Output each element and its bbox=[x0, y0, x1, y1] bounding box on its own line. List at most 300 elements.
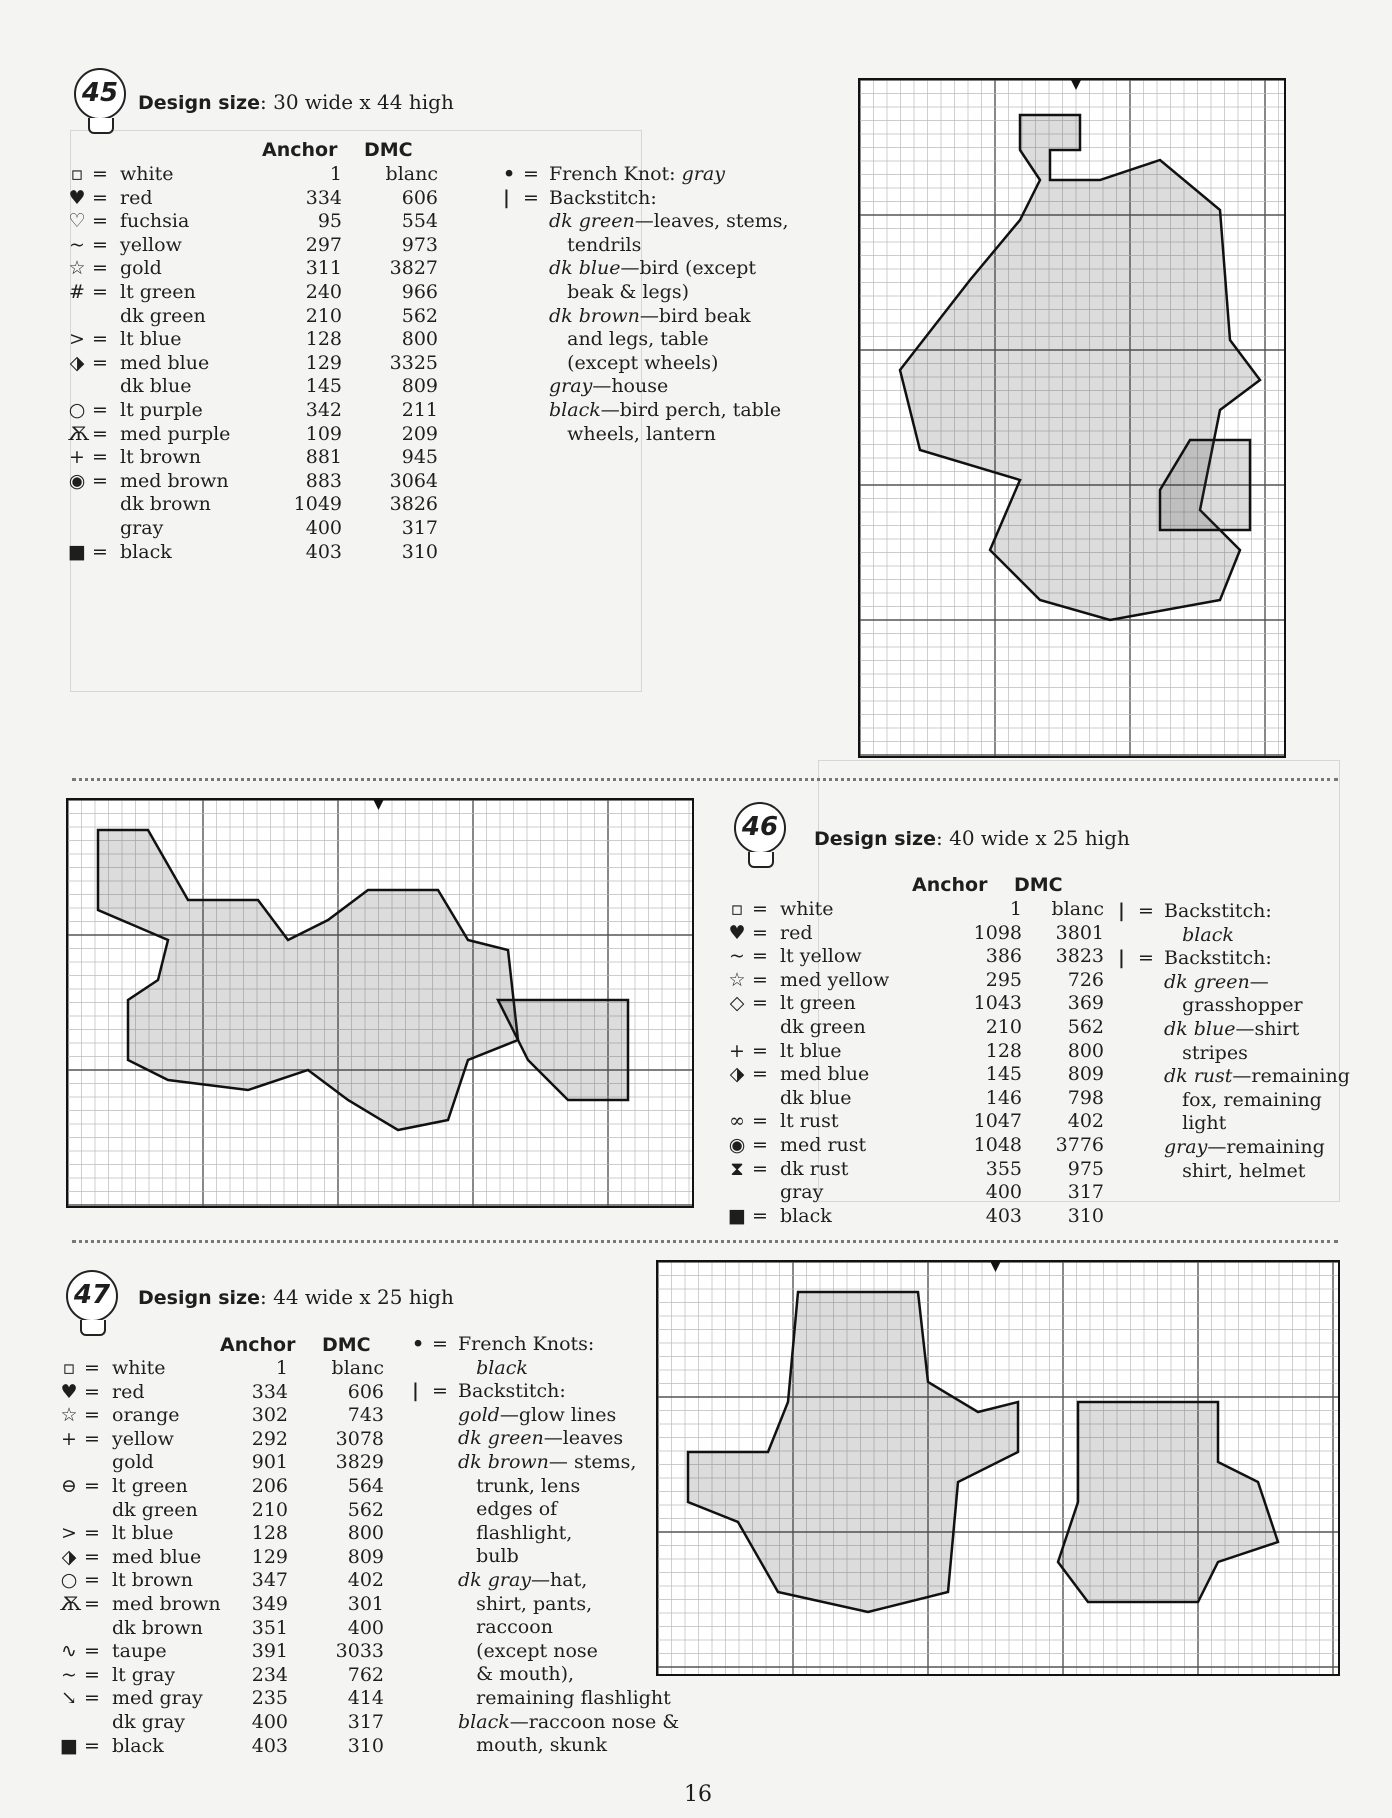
color-name: med blue bbox=[120, 351, 210, 374]
anchor-number: 206 bbox=[251, 1475, 288, 1497]
symbol-icon: + bbox=[61, 1427, 77, 1450]
note-text-italic: dk rust bbox=[1164, 1065, 1233, 1088]
equals-sign: = bbox=[752, 968, 768, 991]
equals-sign: = bbox=[752, 898, 768, 920]
anchor-number: 210 bbox=[985, 1016, 1022, 1038]
equals-sign: = bbox=[84, 1734, 100, 1757]
note-line bbox=[503, 257, 803, 281]
note-text bbox=[1164, 1065, 1350, 1089]
dmc-number: 402 bbox=[347, 1569, 384, 1592]
anchor-number: 145 bbox=[305, 375, 342, 398]
anchor-number: 240 bbox=[305, 281, 342, 303]
symbol-icon: ♥ bbox=[60, 1380, 78, 1403]
equals-sign: = bbox=[84, 1640, 100, 1663]
note-text-plain: —raccoon nose & bbox=[509, 1710, 680, 1733]
equals-sign: = bbox=[92, 257, 108, 280]
symbol-icon: ▫ bbox=[730, 898, 744, 920]
note-text-italic: black bbox=[476, 1356, 528, 1379]
dmc-number: 3826 bbox=[389, 493, 438, 516]
color-name: lt blue bbox=[780, 1039, 842, 1062]
dmc-number: 209 bbox=[401, 422, 438, 445]
color-name: taupe bbox=[112, 1640, 167, 1663]
equals-sign: = bbox=[752, 1110, 768, 1133]
color-row bbox=[68, 540, 448, 564]
page-number: 16 bbox=[684, 1782, 712, 1807]
note-text-italic: dk brown bbox=[549, 304, 640, 327]
anchor-number: 400 bbox=[985, 1181, 1022, 1204]
color-name: yellow bbox=[112, 1427, 174, 1450]
color-row bbox=[60, 1710, 394, 1734]
color-name: dk green bbox=[112, 1498, 198, 1521]
note-text-plain: —hat, bbox=[531, 1568, 588, 1591]
color-name: gold bbox=[120, 257, 162, 280]
note-symbol: | bbox=[1118, 947, 1125, 970]
note-line bbox=[503, 305, 803, 329]
color-row bbox=[728, 1062, 1114, 1086]
color-name: dk blue bbox=[120, 375, 192, 398]
note-text bbox=[549, 423, 716, 447]
color-row bbox=[68, 516, 448, 540]
symbol-icon: ∿ bbox=[61, 1640, 77, 1663]
color-row bbox=[60, 1450, 394, 1474]
note-line bbox=[412, 1711, 712, 1735]
anchor-number: 403 bbox=[305, 540, 342, 563]
symbol-icon: # bbox=[69, 281, 85, 303]
note-text-plain: Backstitch: bbox=[549, 186, 657, 209]
color-name: med yellow bbox=[780, 968, 890, 991]
note-text bbox=[1164, 1112, 1226, 1136]
note-text bbox=[549, 352, 718, 376]
color-row bbox=[728, 897, 1114, 921]
dmc-number: 809 bbox=[347, 1545, 384, 1568]
note-text bbox=[458, 1711, 679, 1735]
anchor-number: 129 bbox=[305, 351, 342, 374]
symbol-icon: > bbox=[69, 328, 85, 351]
color-row bbox=[728, 944, 1114, 968]
note-text bbox=[458, 1593, 592, 1617]
dmc-number: 562 bbox=[401, 304, 438, 327]
design-size: Design size: 30 wide x 44 high bbox=[138, 90, 454, 114]
dmc-number: 809 bbox=[401, 375, 438, 398]
anchor-number: 1048 bbox=[973, 1134, 1022, 1156]
dmc-number: 726 bbox=[1067, 968, 1104, 991]
anchor-number: 235 bbox=[251, 1687, 288, 1710]
color-name: yellow bbox=[120, 233, 182, 256]
dmc-number: 743 bbox=[347, 1404, 384, 1427]
color-row bbox=[68, 422, 448, 446]
lightbulb-base bbox=[88, 118, 114, 134]
equals-sign: = bbox=[92, 446, 108, 469]
anchor-number: 210 bbox=[305, 304, 342, 327]
note-text bbox=[549, 187, 657, 211]
note-text-plain: tendrils bbox=[549, 233, 642, 256]
symbol-icon: ♡ bbox=[68, 210, 86, 233]
dmc-number: 3829 bbox=[335, 1451, 384, 1474]
color-name: lt green bbox=[780, 992, 856, 1015]
equals-sign: = bbox=[752, 992, 768, 1015]
anchor-number: 292 bbox=[251, 1427, 288, 1450]
note-text-italic: dk green bbox=[1164, 970, 1250, 993]
note-text bbox=[458, 1734, 607, 1758]
color-name: gray bbox=[120, 517, 164, 539]
equals-sign: = bbox=[84, 1593, 100, 1615]
note-text bbox=[458, 1380, 566, 1404]
anchor-number: 145 bbox=[985, 1063, 1022, 1086]
note-symbol: • bbox=[412, 1333, 425, 1355]
note-text-plain: flashlight, bbox=[458, 1521, 573, 1544]
note-text-plain: —shirt bbox=[1235, 1017, 1300, 1040]
color-name: lt green bbox=[112, 1475, 188, 1497]
color-row bbox=[728, 1204, 1114, 1228]
dmc-number: 975 bbox=[1067, 1157, 1104, 1180]
note-line bbox=[503, 281, 803, 305]
note-line bbox=[1118, 1112, 1388, 1136]
color-row bbox=[60, 1686, 394, 1710]
note-text bbox=[1164, 1018, 1299, 1042]
anchor-number: 400 bbox=[251, 1711, 288, 1733]
color-name: lt brown bbox=[120, 446, 201, 469]
color-name: lt rust bbox=[780, 1110, 839, 1133]
note-text-italic: dk gray bbox=[458, 1568, 532, 1591]
dmc-number: 3801 bbox=[1055, 921, 1104, 944]
equals-sign: = bbox=[84, 1545, 100, 1568]
note-line bbox=[503, 163, 803, 187]
anchor-number: 128 bbox=[985, 1039, 1022, 1062]
note-text bbox=[458, 1522, 572, 1546]
note-text-italic: black bbox=[458, 1710, 510, 1733]
color-row bbox=[60, 1639, 394, 1663]
color-name: med purple bbox=[120, 422, 231, 445]
symbol-icon: ⬗ bbox=[69, 351, 85, 374]
symbol-icon: Ѫ bbox=[68, 422, 90, 445]
note-equals: = bbox=[432, 1333, 448, 1355]
color-row bbox=[68, 351, 448, 375]
note-text-plain: fox, remaining bbox=[1164, 1088, 1322, 1111]
section-divider bbox=[72, 778, 1338, 781]
pattern-number: 46 bbox=[741, 812, 779, 842]
equals-sign: = bbox=[752, 1157, 768, 1180]
color-name: dk gray bbox=[112, 1711, 186, 1733]
anchor-number: 355 bbox=[985, 1157, 1022, 1180]
note-text bbox=[1164, 971, 1269, 995]
dmc-header: DMC bbox=[364, 139, 413, 161]
equals-sign: = bbox=[92, 328, 108, 351]
note-line bbox=[503, 399, 803, 423]
color-row bbox=[728, 1133, 1114, 1157]
note-text-plain: —bird beak bbox=[639, 304, 751, 327]
symbol-icon: ♥ bbox=[68, 186, 86, 209]
dmc-number: 798 bbox=[1067, 1086, 1104, 1109]
color-name: red bbox=[112, 1380, 145, 1403]
equals-sign: = bbox=[92, 351, 108, 374]
note-text bbox=[549, 305, 751, 329]
center-marker-icon bbox=[1071, 80, 1081, 90]
anchor-header: Anchor bbox=[220, 1334, 296, 1356]
dmc-number: 800 bbox=[1067, 1039, 1104, 1062]
anchor-number: 128 bbox=[251, 1522, 288, 1545]
dmc-number: 973 bbox=[401, 233, 438, 256]
color-name: white bbox=[780, 898, 834, 920]
stitch-outline bbox=[98, 830, 518, 1130]
equals-sign: = bbox=[84, 1663, 100, 1686]
color-row bbox=[60, 1568, 394, 1592]
symbol-icon: ◇ bbox=[729, 992, 745, 1015]
color-name: black bbox=[120, 540, 172, 563]
anchor-number: 334 bbox=[251, 1380, 288, 1403]
dmc-number: 301 bbox=[347, 1593, 384, 1615]
note-line bbox=[503, 187, 803, 211]
note-text bbox=[458, 1333, 594, 1357]
symbol-icon: ○ bbox=[60, 1569, 78, 1592]
note-text-plain: raccoon bbox=[458, 1616, 553, 1639]
color-name: lt green bbox=[120, 281, 196, 303]
note-text-italic: gray bbox=[681, 163, 725, 185]
color-name: lt yellow bbox=[780, 945, 862, 968]
equals-sign: = bbox=[92, 210, 108, 233]
dmc-number: 3064 bbox=[389, 469, 438, 492]
note-line bbox=[1118, 900, 1388, 924]
dmc-number: 966 bbox=[401, 281, 438, 303]
note-text-plain: French Knots: bbox=[458, 1333, 595, 1355]
color-row bbox=[728, 1109, 1114, 1133]
note-line bbox=[1118, 1042, 1388, 1066]
anchor-number: 403 bbox=[251, 1734, 288, 1757]
anchor-number: 297 bbox=[305, 233, 342, 256]
equals-sign: = bbox=[92, 469, 108, 492]
color-name: dk rust bbox=[780, 1157, 849, 1180]
color-row bbox=[728, 1180, 1114, 1204]
note-text-italic: dk blue bbox=[549, 257, 621, 280]
symbol-icon: ♥ bbox=[728, 921, 746, 944]
color-row bbox=[68, 398, 448, 422]
symbol-icon: ~ bbox=[69, 233, 85, 256]
equals-sign: = bbox=[752, 921, 768, 944]
dmc-header: DMC bbox=[1014, 874, 1063, 896]
symbol-icon: ⬗ bbox=[61, 1545, 77, 1568]
anchor-number: 1043 bbox=[973, 992, 1022, 1015]
note-text bbox=[549, 328, 709, 352]
note-text-plain: French Knot: bbox=[549, 163, 682, 185]
color-name: white bbox=[112, 1357, 166, 1379]
anchor-number: 400 bbox=[305, 517, 342, 539]
symbol-icon: ☆ bbox=[68, 257, 86, 280]
note-text bbox=[1164, 947, 1272, 971]
note-line bbox=[1118, 1065, 1388, 1089]
stitch-outline bbox=[900, 115, 1260, 620]
note-text-plain: edges of bbox=[458, 1498, 558, 1521]
dmc-number: 310 bbox=[1067, 1204, 1104, 1227]
note-text-plain: & mouth), bbox=[458, 1663, 575, 1686]
anchor-number: 1 bbox=[329, 163, 342, 185]
symbol-icon: ~ bbox=[61, 1663, 77, 1686]
note-symbol: • bbox=[503, 163, 516, 185]
dmc-number: 762 bbox=[347, 1663, 384, 1686]
color-name: gray bbox=[780, 1181, 824, 1204]
note-text bbox=[458, 1640, 598, 1664]
color-name: white bbox=[120, 163, 174, 185]
note-line bbox=[503, 234, 803, 258]
symbol-icon: ☆ bbox=[60, 1404, 78, 1427]
color-name: dk blue bbox=[780, 1086, 852, 1109]
dmc-number: 562 bbox=[1067, 1016, 1104, 1038]
note-text bbox=[549, 257, 756, 281]
anchor-number: 146 bbox=[985, 1086, 1022, 1109]
note-line bbox=[503, 210, 803, 234]
color-name: lt blue bbox=[120, 328, 182, 351]
note-text-italic: gray bbox=[549, 375, 593, 398]
dmc-header: DMC bbox=[322, 1334, 371, 1356]
color-name: lt blue bbox=[112, 1522, 174, 1545]
dmc-number: 317 bbox=[347, 1711, 384, 1733]
color-name: red bbox=[120, 186, 153, 209]
note-symbol: | bbox=[412, 1380, 419, 1403]
dmc-number: 3827 bbox=[389, 257, 438, 280]
note-text-plain: — bbox=[1249, 970, 1269, 993]
lightbulb-base bbox=[80, 1320, 106, 1336]
symbol-icon: ■ bbox=[60, 1734, 78, 1757]
note-text-plain: —leaves, stems, bbox=[634, 210, 789, 233]
note-text bbox=[1164, 1136, 1325, 1160]
note-text-plain: Backstitch: bbox=[1164, 900, 1272, 922]
equals-sign: = bbox=[84, 1475, 100, 1497]
color-row bbox=[60, 1545, 394, 1569]
note-symbol: | bbox=[503, 186, 510, 209]
dmc-number: 402 bbox=[1067, 1110, 1104, 1133]
note-line bbox=[503, 423, 803, 447]
anchor-number: 342 bbox=[305, 399, 342, 421]
symbol-icon: ○ bbox=[68, 399, 86, 421]
pattern-number: 47 bbox=[73, 1280, 111, 1310]
symbol-icon: ↘ bbox=[61, 1687, 77, 1710]
anchor-header: Anchor bbox=[912, 874, 988, 896]
note-text bbox=[458, 1616, 553, 1640]
anchor-number: 881 bbox=[305, 446, 342, 469]
equals-sign: = bbox=[752, 1204, 768, 1227]
dmc-number: 564 bbox=[347, 1475, 384, 1497]
note-equals: = bbox=[1138, 900, 1154, 922]
color-row bbox=[60, 1616, 394, 1640]
note-equals: = bbox=[1138, 947, 1154, 970]
color-row bbox=[60, 1663, 394, 1687]
anchor-number: 403 bbox=[985, 1204, 1022, 1227]
anchor-number: 210 bbox=[251, 1498, 288, 1521]
color-row bbox=[68, 304, 448, 328]
note-text bbox=[458, 1357, 528, 1381]
note-text-plain: beak & legs) bbox=[549, 280, 690, 303]
anchor-number: 1 bbox=[275, 1357, 288, 1379]
symbol-icon: > bbox=[61, 1522, 77, 1545]
note-line bbox=[1118, 1018, 1388, 1042]
symbol-icon: ☆ bbox=[728, 968, 746, 991]
dmc-number: blanc bbox=[1051, 898, 1104, 920]
anchor-number: 351 bbox=[251, 1616, 288, 1639]
note-text-plain: — stems, bbox=[548, 1450, 637, 1473]
note-text bbox=[549, 210, 789, 234]
dmc-number: 310 bbox=[347, 1734, 384, 1757]
dmc-number: 3776 bbox=[1055, 1134, 1104, 1156]
symbol-icon: ▫ bbox=[62, 1357, 76, 1379]
anchor-number: 1047 bbox=[973, 1110, 1022, 1133]
dmc-number: blanc bbox=[385, 163, 438, 185]
color-row bbox=[68, 492, 448, 516]
note-text-italic: dk green bbox=[549, 210, 635, 233]
note-text-plain: —house bbox=[592, 375, 669, 398]
note-text-plain: —remaining bbox=[1207, 1135, 1325, 1158]
note-text bbox=[549, 234, 641, 258]
equals-sign: = bbox=[84, 1357, 100, 1379]
symbol-icon: ~ bbox=[729, 945, 745, 968]
note-text-plain: —leaves bbox=[543, 1427, 624, 1450]
note-text-italic: dk green bbox=[458, 1427, 544, 1450]
symbol-icon: ▫ bbox=[70, 163, 84, 185]
dmc-number: 3078 bbox=[335, 1427, 384, 1450]
note-text bbox=[458, 1427, 623, 1451]
note-line bbox=[1118, 947, 1388, 971]
color-row bbox=[60, 1592, 394, 1616]
note-text bbox=[1164, 1089, 1322, 1113]
color-row bbox=[60, 1356, 394, 1380]
note-text-italic: dk blue bbox=[1164, 1017, 1236, 1040]
symbol-icon: ■ bbox=[68, 540, 86, 563]
note-text-plain: shirt, pants, bbox=[458, 1592, 593, 1615]
note-text bbox=[549, 399, 781, 423]
dmc-number: 3325 bbox=[389, 351, 438, 374]
color-row bbox=[68, 469, 448, 493]
equals-sign: = bbox=[84, 1569, 100, 1592]
equals-sign: = bbox=[84, 1404, 100, 1427]
dmc-number: 606 bbox=[401, 186, 438, 209]
design-size: Design size: 40 wide x 25 high bbox=[814, 826, 1130, 850]
color-row bbox=[68, 445, 448, 469]
equals-sign: = bbox=[92, 163, 108, 185]
anchor-number: 234 bbox=[251, 1663, 288, 1686]
color-name: med blue bbox=[780, 1063, 870, 1086]
note-text bbox=[1164, 900, 1272, 924]
note-text-plain: light bbox=[1164, 1112, 1227, 1135]
note-text-plain: —bird (except bbox=[620, 257, 757, 280]
anchor-header: Anchor bbox=[262, 139, 338, 161]
anchor-number: 109 bbox=[305, 422, 342, 445]
equals-sign: = bbox=[84, 1522, 100, 1545]
equals-sign: = bbox=[752, 1063, 768, 1086]
anchor-number: 1 bbox=[1009, 898, 1022, 920]
symbol-icon: ◉ bbox=[68, 469, 86, 492]
anchor-number: 347 bbox=[251, 1569, 288, 1592]
note-text-italic: dk brown bbox=[458, 1450, 549, 1473]
dmc-number: 945 bbox=[401, 446, 438, 469]
color-row bbox=[68, 233, 448, 257]
center-marker-icon bbox=[374, 800, 384, 810]
equals-sign: = bbox=[752, 945, 768, 968]
color-row bbox=[60, 1403, 394, 1427]
color-name: black bbox=[780, 1204, 832, 1227]
anchor-number: 334 bbox=[305, 186, 342, 209]
color-name: lt gray bbox=[112, 1663, 176, 1686]
chart-47 bbox=[656, 1260, 1340, 1676]
note-equals: = bbox=[523, 163, 539, 185]
color-name: red bbox=[780, 921, 813, 944]
note-text bbox=[549, 375, 668, 399]
equals-sign: = bbox=[92, 422, 108, 445]
symbol-icon: ∞ bbox=[729, 1110, 745, 1133]
note-text-plain: —remaining bbox=[1232, 1065, 1350, 1088]
anchor-number: 1049 bbox=[293, 493, 342, 516]
note-text bbox=[458, 1451, 636, 1475]
color-name: black bbox=[112, 1734, 164, 1757]
note-text bbox=[458, 1475, 580, 1499]
symbol-icon: ⧗ bbox=[730, 1157, 744, 1180]
note-line bbox=[503, 375, 803, 399]
